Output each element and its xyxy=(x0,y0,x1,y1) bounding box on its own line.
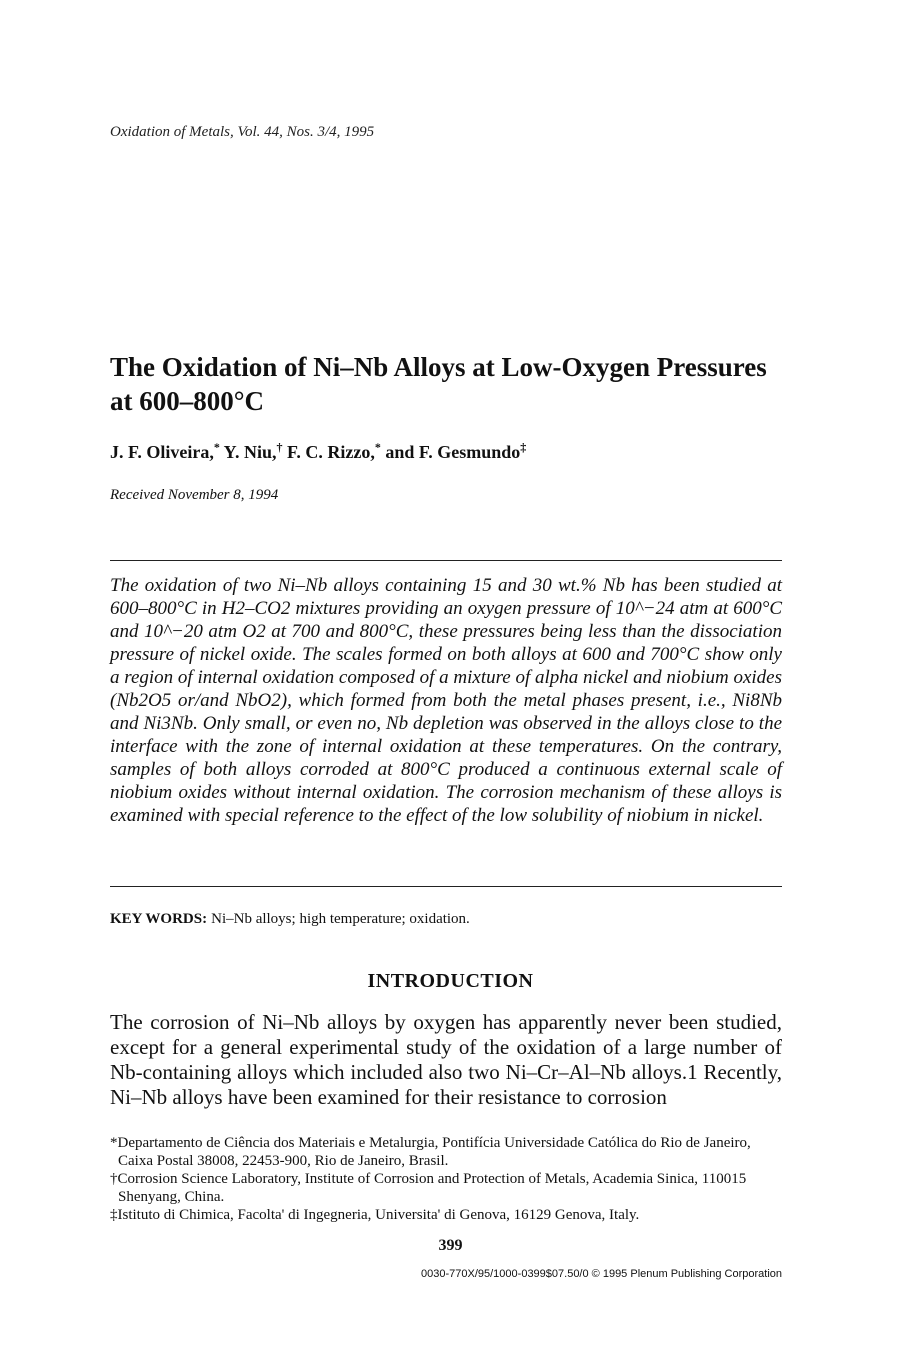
abstract-top-rule xyxy=(110,560,782,561)
page-number: 399 xyxy=(438,1237,463,1254)
introduction-paragraph: The corrosion of Ni–Nb alloys by oxygen has apparently never been studied, except for a general experimental study of the oxidation of a large number of Nb-containing alloys which included also two Ni–Cr–Al–Nb alloys.1 Recently, Ni–Nb alloys have been examined for their resistance to corrosion xyxy=(110,1010,782,1109)
section-heading-introduction: INTRODUCTION xyxy=(367,970,534,992)
abstract-bottom-rule xyxy=(110,886,782,887)
footnote: *Departamento de Ciência dos Materiais e Metalurgia, Pontifícia Universidade Católica do Rio de Janeiro, Caixa Postal 38008, 22453-900, Rio de Janeiro, Brasil. xyxy=(110,1135,751,1169)
author: and F. Gesmundo‡ xyxy=(385,440,527,462)
copyright-line: 0030-770X/95/1000-0399$07.50/0 © 1995 Plenum Publishing Corporation xyxy=(421,1268,782,1280)
journal-citation: Oxidation of Metals, Vol. 44, Nos. 3/4, 1995 xyxy=(110,124,375,140)
author: F. C. Rizzo,* xyxy=(287,440,381,462)
keywords-label: KEY WORDS: xyxy=(110,911,208,927)
author: J. F. Oliveira,* xyxy=(110,440,220,462)
article-title: The Oxidation of Ni–Nb Alloys at Low-Oxygen Pressures at 600–800°C xyxy=(110,352,767,416)
received-date: Received November 8, 1994 xyxy=(110,487,279,503)
author: Y. Niu,† xyxy=(223,440,283,462)
keywords-value: Ni–Nb alloys; high temperature; oxidation. xyxy=(211,911,470,927)
footnote: †Corrosion Science Laboratory, Institute of Corrosion and Protection of Metals, Academia Sinica, 110015 Shenyang, China. xyxy=(110,1171,747,1205)
affiliation-footnotes xyxy=(110,1134,782,1224)
footnote: ‡Istituto di Chimica, Facolta' di Ingegneria, Universita' di Genova, 16129 Genova, Italy. xyxy=(110,1207,640,1223)
keywords xyxy=(110,911,470,928)
author-list xyxy=(110,440,526,463)
abstract: The oxidation of two Ni–Nb alloys containing 15 and 30 wt.% Nb has been studied at 600–800°C in H2–CO2 mixtures providing an oxygen pressure of 10^−24 atm at 600°C and 10^−20 atm O2 at 700 and 800°C, these pressures being less than the dissociation pressure of nickel oxide. The scales formed on both alloys at 600 and 700°C show only a region of internal oxidation composed of a mixture of alpha nickel and niobium oxides (Nb2O5 or/and NbO2), which formed from both the metal phases present, i.e., Ni8Nb and Ni3Nb. Only small, or even no, Nb depletion was observed in the alloys close to the interface with the zone of internal oxidation at these temperatures. On the contrary, samples of both alloys corroded at 800°C produced a continuous external scale of niobium oxides without internal oxidation. The corrosion mechanism of these alloys is examined with special reference to the effect of the low solubility of niobium in nickel. xyxy=(110,575,782,826)
